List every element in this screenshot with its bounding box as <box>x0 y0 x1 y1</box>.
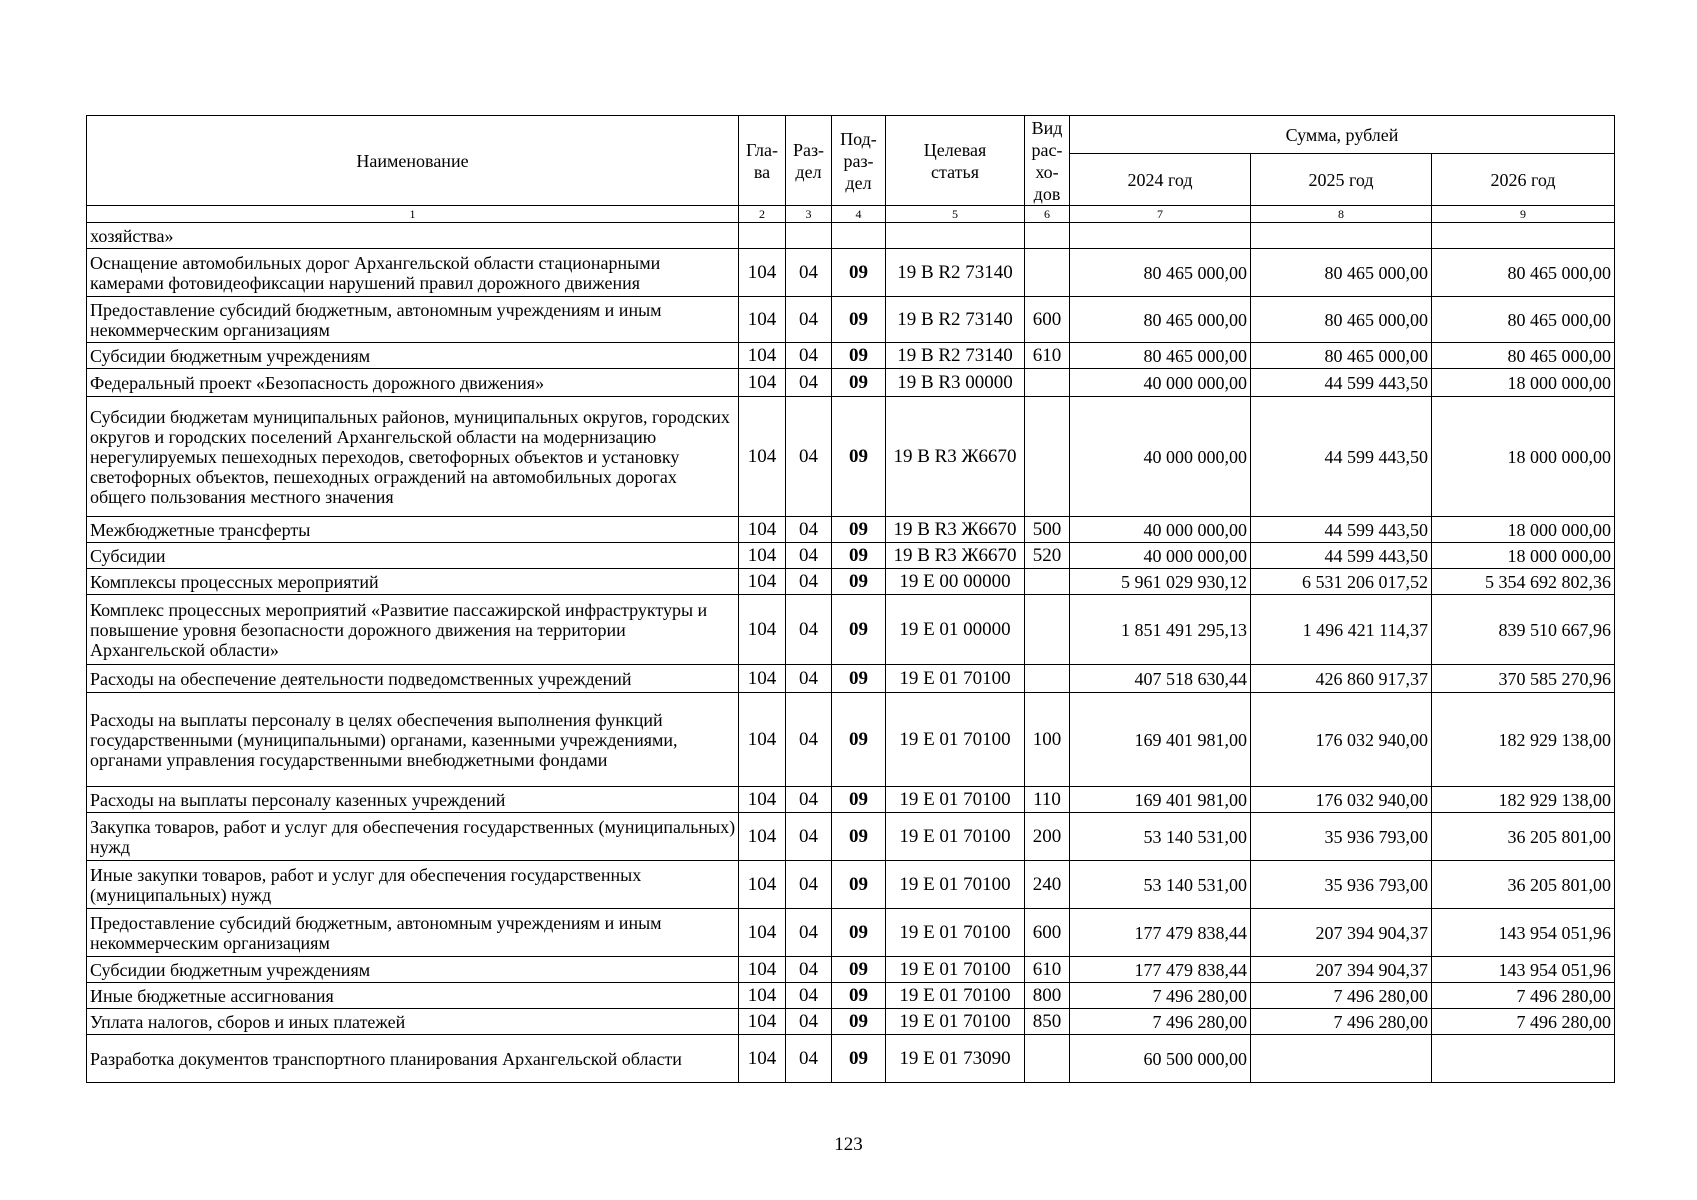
row-sum-2025: 207 394 904,37 <box>1251 909 1432 957</box>
row-section: 04 <box>786 343 832 369</box>
row-subsection: 09 <box>832 787 886 813</box>
row-section: 04 <box>786 693 832 787</box>
column-number-row <box>87 206 1615 223</box>
table-row <box>87 861 1615 909</box>
row-chapter: 104 <box>739 957 786 983</box>
row-name: Субсидии бюджетам муниципальных районов, муниципальных округов, городских округов и городских поселений Архангельской области на модернизацию нерегулируемых пешеходных переходов, светофорных объектов и установку светофорных объектов, пешеходных ограждений на автомобильных дорогах общего пользования местного значения <box>87 397 739 517</box>
row-sum-2026: 7 496 280,00 <box>1432 1009 1615 1035</box>
row-sum-2024: 177 479 838,44 <box>1070 909 1251 957</box>
column-number: 5 <box>886 206 1025 223</box>
row-name: Оснащение автомобильных дорог Архангельской области стационарными камерами фотовидеофиксации нарушений правил дорожного движения <box>87 249 739 297</box>
row-sum-2024: 7 496 280,00 <box>1070 1009 1251 1035</box>
row-sum-2025: 207 394 904,37 <box>1251 957 1432 983</box>
row-chapter: 104 <box>739 693 786 787</box>
row-sum-2026: 7 496 280,00 <box>1432 983 1615 1009</box>
row-chapter: 104 <box>739 569 786 595</box>
row-target-article <box>886 223 1025 249</box>
row-subsection <box>832 223 886 249</box>
row-subsection: 09 <box>832 297 886 343</box>
row-chapter: 104 <box>739 249 786 297</box>
row-sum-2024: 1 851 491 295,13 <box>1070 595 1251 665</box>
row-name: Предоставление субсидий бюджетным, автономным учреждениям и иным некоммерческим организациям <box>87 297 739 343</box>
row-sum-2026: 370 585 270,96 <box>1432 665 1615 693</box>
row-expense-type: 200 <box>1025 813 1070 861</box>
row-sum-2024: 40 000 000,00 <box>1070 543 1251 569</box>
row-sum-2025: 80 465 000,00 <box>1251 343 1432 369</box>
row-expense-type <box>1025 665 1070 693</box>
row-target-article: 19 В R3 Ж6670 <box>886 517 1025 543</box>
row-sum-2026: 18 000 000,00 <box>1432 369 1615 397</box>
row-subsection: 09 <box>832 517 886 543</box>
table-header <box>87 116 1615 223</box>
row-section: 04 <box>786 909 832 957</box>
row-sum-2025: 1 496 421 114,37 <box>1251 595 1432 665</box>
table-body <box>87 223 1615 1083</box>
row-section: 04 <box>786 1009 832 1035</box>
row-name: Предоставление субсидий бюджетным, автономным учреждениям и иным некоммерческим организациям <box>87 909 739 957</box>
table-row <box>87 543 1615 569</box>
row-sum-2025 <box>1251 1035 1432 1083</box>
row-target-article: 19 Е 01 70100 <box>886 983 1025 1009</box>
row-chapter: 104 <box>739 1009 786 1035</box>
row-sum-2025: 44 599 443,50 <box>1251 517 1432 543</box>
row-section: 04 <box>786 813 832 861</box>
table-row <box>87 369 1615 397</box>
row-name: Разработка документов транспортного планирования Архангельской области <box>87 1035 739 1083</box>
header-year-2024: 2024 год <box>1070 154 1251 206</box>
row-expense-type <box>1025 595 1070 665</box>
row-subsection: 09 <box>832 543 886 569</box>
row-section: 04 <box>786 249 832 297</box>
row-expense-type <box>1025 569 1070 595</box>
row-sum-2025: 44 599 443,50 <box>1251 397 1432 517</box>
table-row <box>87 983 1615 1009</box>
row-target-article: 19 Е 01 70100 <box>886 665 1025 693</box>
row-expense-type: 240 <box>1025 861 1070 909</box>
row-sum-2025: 44 599 443,50 <box>1251 543 1432 569</box>
row-sum-2025 <box>1251 223 1432 249</box>
row-section: 04 <box>786 983 832 1009</box>
row-sum-2024: 169 401 981,00 <box>1070 787 1251 813</box>
row-sum-2024: 80 465 000,00 <box>1070 343 1251 369</box>
row-sum-2025: 7 496 280,00 <box>1251 1009 1432 1035</box>
row-subsection: 09 <box>832 983 886 1009</box>
row-sum-2026 <box>1432 1035 1615 1083</box>
row-section: 04 <box>786 543 832 569</box>
row-target-article: 19 Е 01 00000 <box>886 595 1025 665</box>
row-sum-2024: 7 496 280,00 <box>1070 983 1251 1009</box>
row-chapter: 104 <box>739 983 786 1009</box>
row-sum-2024: 5 961 029 930,12 <box>1070 569 1251 595</box>
row-sum-2026 <box>1432 223 1615 249</box>
row-section: 04 <box>786 369 832 397</box>
row-subsection: 09 <box>832 569 886 595</box>
row-sum-2025: 7 496 280,00 <box>1251 983 1432 1009</box>
table-row <box>87 1009 1615 1035</box>
column-number: 3 <box>786 206 832 223</box>
row-subsection: 09 <box>832 397 886 517</box>
row-subsection: 09 <box>832 861 886 909</box>
row-name: Расходы на выплаты персоналу казенных учреждений <box>87 787 739 813</box>
row-expense-type <box>1025 249 1070 297</box>
row-sum-2026: 143 954 051,96 <box>1432 957 1615 983</box>
row-sum-2025: 176 032 940,00 <box>1251 787 1432 813</box>
row-name: Федеральный проект «Безопасность дорожного движения» <box>87 369 739 397</box>
column-number: 9 <box>1432 206 1615 223</box>
row-sum-2025: 6 531 206 017,52 <box>1251 569 1432 595</box>
page-number: 123 <box>834 1134 863 1155</box>
row-section: 04 <box>786 397 832 517</box>
row-sum-2025: 176 032 940,00 <box>1251 693 1432 787</box>
row-section: 04 <box>786 1035 832 1083</box>
row-name: Закупка товаров, работ и услуг для обеспечения государственных (муниципальных) нужд <box>87 813 739 861</box>
table-row <box>87 787 1615 813</box>
row-subsection: 09 <box>832 369 886 397</box>
row-sum-2024: 407 518 630,44 <box>1070 665 1251 693</box>
header-year-2025: 2025 год <box>1251 154 1432 206</box>
row-sum-2024: 169 401 981,00 <box>1070 693 1251 787</box>
row-subsection: 09 <box>832 1035 886 1083</box>
row-subsection: 09 <box>832 957 886 983</box>
row-sum-2026: 36 205 801,00 <box>1432 813 1615 861</box>
row-section: 04 <box>786 595 832 665</box>
row-expense-type: 110 <box>1025 787 1070 813</box>
row-target-article: 19 Е 01 70100 <box>886 693 1025 787</box>
table-row <box>87 517 1615 543</box>
row-sum-2026: 143 954 051,96 <box>1432 909 1615 957</box>
row-name: Субсидии бюджетным учреждениям <box>87 957 739 983</box>
row-sum-2025: 35 936 793,00 <box>1251 813 1432 861</box>
header-subsection: Под- раз- дел <box>832 116 886 206</box>
row-subsection: 09 <box>832 595 886 665</box>
header-expense-type: Вид рас- хо- дов <box>1025 116 1070 206</box>
table-row <box>87 297 1615 343</box>
row-chapter: 104 <box>739 1035 786 1083</box>
header-chapter: Гла- ва <box>739 116 786 206</box>
row-sum-2026: 18 000 000,00 <box>1432 397 1615 517</box>
row-expense-type: 500 <box>1025 517 1070 543</box>
row-sum-2024: 80 465 000,00 <box>1070 297 1251 343</box>
row-expense-type <box>1025 1035 1070 1083</box>
row-name: Комплексы процессных мероприятий <box>87 569 739 595</box>
row-sum-2024: 40 000 000,00 <box>1070 517 1251 543</box>
row-target-article: 19 Е 00 00000 <box>886 569 1025 595</box>
row-sum-2024: 60 500 000,00 <box>1070 1035 1251 1083</box>
row-chapter: 104 <box>739 665 786 693</box>
row-sum-2024: 53 140 531,00 <box>1070 813 1251 861</box>
row-target-article: 19 В R3 Ж6670 <box>886 543 1025 569</box>
table-row <box>87 249 1615 297</box>
row-section <box>786 223 832 249</box>
row-section: 04 <box>786 787 832 813</box>
row-expense-type: 850 <box>1025 1009 1070 1035</box>
header-year-2026: 2026 год <box>1432 154 1615 206</box>
row-sum-2024: 80 465 000,00 <box>1070 249 1251 297</box>
row-target-article: 19 В R2 73140 <box>886 297 1025 343</box>
row-sum-2026: 80 465 000,00 <box>1432 297 1615 343</box>
row-target-article: 19 Е 01 70100 <box>886 861 1025 909</box>
row-chapter: 104 <box>739 343 786 369</box>
column-number: 6 <box>1025 206 1070 223</box>
row-target-article: 19 Е 01 70100 <box>886 1009 1025 1035</box>
row-expense-type: 520 <box>1025 543 1070 569</box>
row-sum-2025: 80 465 000,00 <box>1251 249 1432 297</box>
row-expense-type: 610 <box>1025 343 1070 369</box>
row-subsection: 09 <box>832 665 886 693</box>
row-sum-2026: 182 929 138,00 <box>1432 787 1615 813</box>
row-section: 04 <box>786 569 832 595</box>
row-section: 04 <box>786 297 832 343</box>
row-sum-2025: 80 465 000,00 <box>1251 297 1432 343</box>
row-sum-2025: 35 936 793,00 <box>1251 861 1432 909</box>
row-name: Иные закупки товаров, работ и услуг для обеспечения государственных (муниципальных) нужд <box>87 861 739 909</box>
column-number: 4 <box>832 206 886 223</box>
row-target-article: 19 В R2 73140 <box>886 343 1025 369</box>
row-sum-2026: 5 354 692 802,36 <box>1432 569 1615 595</box>
row-chapter: 104 <box>739 369 786 397</box>
row-section: 04 <box>786 957 832 983</box>
row-chapter: 104 <box>739 297 786 343</box>
row-name: Расходы на обеспечение деятельности подведомственных учреждений <box>87 665 739 693</box>
header-section: Раз- дел <box>786 116 832 206</box>
row-name: Расходы на выплаты персоналу в целях обеспечения выполнения функций государственными (муниципальными) органами, казенными учреждениями, органами управления государственными внебюджетными фондами <box>87 693 739 787</box>
table-row <box>87 1035 1615 1083</box>
row-section: 04 <box>786 517 832 543</box>
row-name: хозяйства» <box>87 223 739 249</box>
row-chapter: 104 <box>739 397 786 517</box>
row-sum-2025: 44 599 443,50 <box>1251 369 1432 397</box>
table-row <box>87 909 1615 957</box>
column-number: 7 <box>1070 206 1251 223</box>
row-sum-2025: 426 860 917,37 <box>1251 665 1432 693</box>
budget-table <box>86 115 1615 1083</box>
row-name: Субсидии <box>87 543 739 569</box>
row-section: 04 <box>786 665 832 693</box>
row-sum-2026: 18 000 000,00 <box>1432 517 1615 543</box>
row-name: Комплекс процессных мероприятий «Развитие пассажирской инфраструктуры и повышение уровня безопасности дорожного движения на территории Архангельской области» <box>87 595 739 665</box>
row-target-article: 19 Е 01 70100 <box>886 787 1025 813</box>
table-row <box>87 397 1615 517</box>
row-sum-2026: 182 929 138,00 <box>1432 693 1615 787</box>
column-number: 2 <box>739 206 786 223</box>
header-name: Наименование <box>87 116 739 206</box>
row-subsection: 09 <box>832 249 886 297</box>
row-expense-type: 600 <box>1025 909 1070 957</box>
header-target-article: Целевая статья <box>886 116 1025 206</box>
row-name: Субсидии бюджетным учреждениям <box>87 343 739 369</box>
table-row <box>87 665 1615 693</box>
column-number: 1 <box>87 206 739 223</box>
table-row <box>87 343 1615 369</box>
row-name: Межбюджетные трансферты <box>87 517 739 543</box>
header-sum: Сумма, рублей <box>1070 116 1615 154</box>
row-expense-type: 600 <box>1025 297 1070 343</box>
row-target-article: 19 Е 01 70100 <box>886 957 1025 983</box>
row-target-article: 19 Е 01 70100 <box>886 909 1025 957</box>
table-row <box>87 569 1615 595</box>
row-sum-2026: 36 205 801,00 <box>1432 861 1615 909</box>
row-chapter: 104 <box>739 543 786 569</box>
row-subsection: 09 <box>832 343 886 369</box>
row-subsection: 09 <box>832 1009 886 1035</box>
row-sum-2024: 177 479 838,44 <box>1070 957 1251 983</box>
row-subsection: 09 <box>832 813 886 861</box>
row-expense-type <box>1025 223 1070 249</box>
table-row <box>87 223 1615 249</box>
row-sum-2026: 18 000 000,00 <box>1432 543 1615 569</box>
row-chapter <box>739 223 786 249</box>
column-number: 8 <box>1251 206 1432 223</box>
row-target-article: 19 Е 01 73090 <box>886 1035 1025 1083</box>
row-chapter: 104 <box>739 861 786 909</box>
row-sum-2026: 80 465 000,00 <box>1432 249 1615 297</box>
row-target-article: 19 Е 01 70100 <box>886 813 1025 861</box>
row-expense-type: 800 <box>1025 983 1070 1009</box>
row-sum-2024: 40 000 000,00 <box>1070 369 1251 397</box>
row-chapter: 104 <box>739 595 786 665</box>
row-name: Уплата налогов, сборов и иных платежей <box>87 1009 739 1035</box>
table-row <box>87 813 1615 861</box>
row-chapter: 104 <box>739 909 786 957</box>
table-row <box>87 957 1615 983</box>
row-subsection: 09 <box>832 693 886 787</box>
row-expense-type: 610 <box>1025 957 1070 983</box>
table-row <box>87 693 1615 787</box>
row-sum-2024 <box>1070 223 1251 249</box>
row-name: Иные бюджетные ассигнования <box>87 983 739 1009</box>
row-sum-2024: 53 140 531,00 <box>1070 861 1251 909</box>
row-chapter: 104 <box>739 787 786 813</box>
row-target-article: 19 В R2 73140 <box>886 249 1025 297</box>
row-expense-type: 100 <box>1025 693 1070 787</box>
row-expense-type <box>1025 397 1070 517</box>
row-chapter: 104 <box>739 517 786 543</box>
row-target-article: 19 В R3 00000 <box>886 369 1025 397</box>
table-row <box>87 595 1615 665</box>
row-chapter: 104 <box>739 813 786 861</box>
row-sum-2026: 80 465 000,00 <box>1432 343 1615 369</box>
row-section: 04 <box>786 861 832 909</box>
row-subsection: 09 <box>832 909 886 957</box>
row-target-article: 19 В R3 Ж6670 <box>886 397 1025 517</box>
row-sum-2024: 40 000 000,00 <box>1070 397 1251 517</box>
row-sum-2026: 839 510 667,96 <box>1432 595 1615 665</box>
row-expense-type <box>1025 369 1070 397</box>
